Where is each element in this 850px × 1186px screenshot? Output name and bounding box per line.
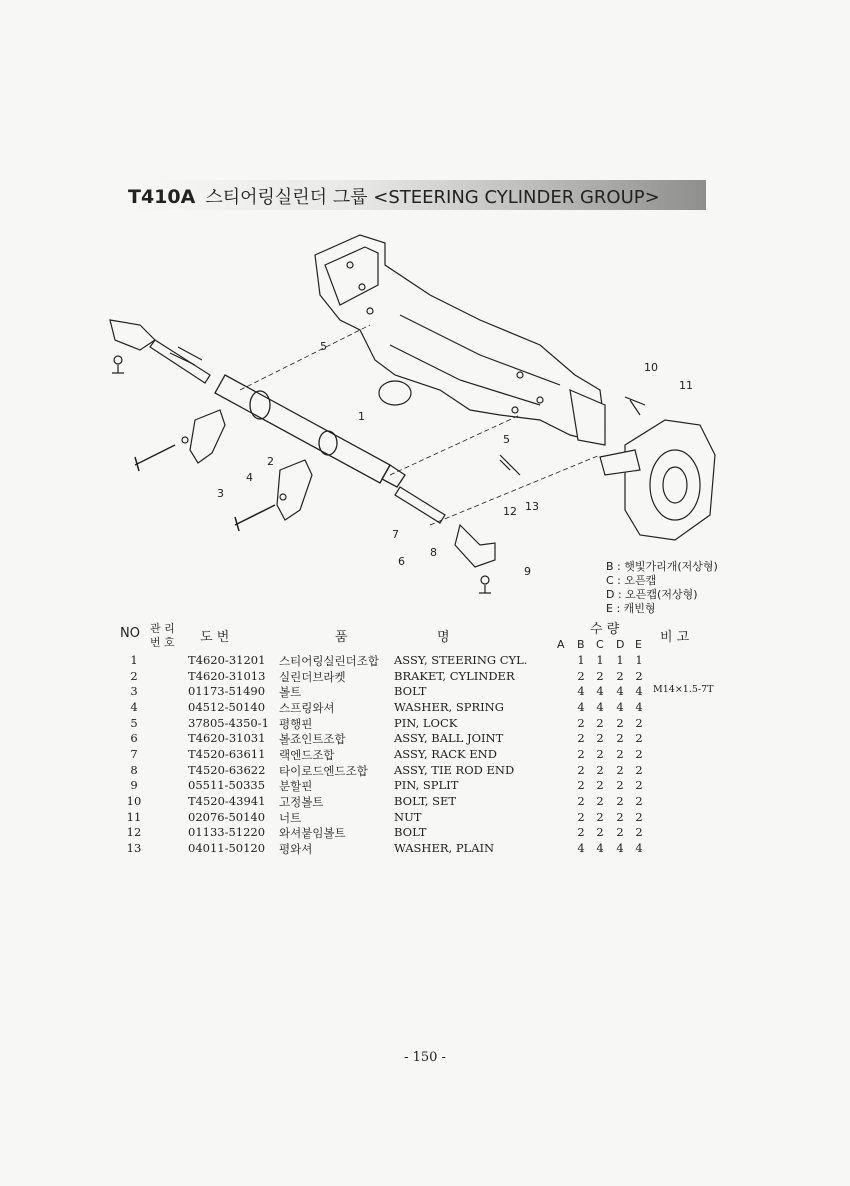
row-part-number: T4520-63611: [188, 746, 266, 761]
row-korean-name: 실린더브라켓: [279, 669, 346, 684]
header-desc-right: 명: [437, 630, 450, 645]
callout-13: 13: [525, 500, 539, 513]
row-qty: 2: [577, 746, 585, 761]
callout-10: 10: [644, 361, 658, 374]
page-number: - 150 -: [404, 1050, 446, 1065]
row-english-name: WASHER, SPRING: [394, 699, 504, 714]
row-korean-name: 타이로드엔드조합: [279, 763, 368, 778]
row-qty: 1: [635, 653, 643, 667]
row-no: 5: [130, 715, 138, 730]
row-qty: 2: [596, 668, 604, 683]
row-qty: 2: [635, 809, 643, 824]
callout-12: 12: [503, 505, 517, 518]
row-qty: 2: [635, 715, 643, 730]
row-qty: 2: [596, 793, 604, 808]
row-korean-name: 스프링와셔: [279, 700, 335, 715]
callout-9: 9: [524, 565, 531, 578]
row-korean-name: 랙엔드조합: [279, 747, 335, 762]
row-no: 6: [130, 731, 138, 746]
row-qty: 4: [635, 699, 643, 714]
row-qty: 2: [577, 809, 585, 824]
row-part-number: T4620-31013: [188, 668, 266, 683]
callout-7: 7: [392, 528, 399, 541]
row-qty: 2: [616, 668, 624, 683]
row-qty: 4: [616, 684, 624, 699]
group-name: 스티어링실린더 그룹 <STEERING CYLINDER GROUP>: [205, 187, 660, 208]
row-korean-name: 분할핀: [279, 779, 313, 794]
row-no: 12: [126, 825, 142, 840]
row-part-number: 04512-50140: [188, 699, 266, 714]
row-qty: 2: [635, 778, 643, 793]
row-korean-name: 평행핀: [279, 716, 313, 731]
row-qty: 2: [616, 746, 624, 761]
row-qty: 4: [596, 840, 604, 855]
row-qty: 2: [596, 731, 604, 746]
row-qty: 4: [616, 699, 624, 714]
row-part-number: T4620-31201: [188, 653, 266, 667]
header-remark: 비 고: [660, 630, 690, 645]
variant-legend: [606, 560, 718, 616]
legend-item: D : 오픈캡(저상형): [606, 588, 698, 601]
row-qty: 2: [635, 668, 643, 683]
row-english-name: ASSY, TIE ROD END: [394, 762, 515, 777]
row-korean-name: 볼트: [279, 685, 302, 700]
row-qty: 2: [596, 809, 604, 824]
legend-item: B : 햇빛가리개(저상형): [606, 560, 718, 573]
row-part-number: T4520-43941: [188, 793, 266, 808]
row-qty: 1: [616, 653, 624, 667]
row-part-number: 01173-51490: [188, 684, 266, 699]
header-qty: 수 량: [590, 622, 620, 637]
row-qty: 2: [596, 825, 604, 840]
row-qty: 2: [616, 778, 624, 793]
legend-item: C : 오픈캡: [606, 574, 657, 587]
row-qty: 2: [596, 762, 604, 777]
row-english-name: ASSY, BALL JOINT: [394, 731, 504, 746]
row-qty: 2: [635, 746, 643, 761]
legend-item: E : 캐빈형: [606, 602, 656, 615]
exploded-parts-diagram: [100, 225, 720, 605]
row-english-name: PIN, LOCK: [394, 715, 458, 730]
row-qty: 2: [616, 809, 624, 824]
header-qty-a: A: [557, 638, 565, 651]
left-tie-rod: [110, 320, 210, 383]
row-qty: 4: [635, 684, 643, 699]
callout-3: 3: [217, 487, 224, 500]
row-qty: 2: [635, 825, 643, 840]
row-remark: M14×1.5-7T: [653, 684, 714, 696]
row-english-name: BOLT: [394, 684, 427, 699]
callout-5a: 5: [320, 340, 327, 353]
row-qty: 4: [635, 840, 643, 855]
row-qty: 2: [596, 778, 604, 793]
row-no: 10: [126, 793, 142, 808]
row-korean-name: 와셔붙임볼트: [279, 826, 346, 841]
header-no: NO: [120, 626, 140, 641]
row-qty: 2: [596, 715, 604, 730]
row-qty: 4: [577, 840, 585, 855]
row-qty: 4: [616, 840, 624, 855]
row-qty: 2: [577, 731, 585, 746]
row-part-number: T4520-63622: [188, 762, 266, 777]
header-mgmt-bottom: 번 호: [150, 636, 175, 649]
row-qty: 2: [577, 793, 585, 808]
header-qty-d: D: [616, 638, 625, 651]
row-no: 4: [130, 699, 138, 714]
callout-11: 11: [679, 379, 693, 392]
row-no: 3: [130, 684, 138, 699]
row-qty: 2: [577, 715, 585, 730]
row-part-number: 02076-50140: [188, 809, 266, 824]
header-part-no: 도 번: [200, 630, 230, 645]
row-no: 9: [130, 778, 138, 793]
callout-2: 2: [267, 455, 274, 468]
row-english-name: WASHER, PLAIN: [394, 840, 495, 855]
row-part-number: 05511-50335: [188, 778, 266, 793]
row-part-number: 37805-4350-1: [188, 715, 269, 730]
row-korean-name: 스티어링실린더조합: [279, 654, 379, 668]
row-qty: 4: [596, 699, 604, 714]
row-no: 1: [130, 653, 138, 667]
row-english-name: BOLT, SET: [394, 793, 457, 808]
row-part-number: T4620-31031: [188, 731, 266, 746]
row-qty: 4: [577, 699, 585, 714]
row-qty: 2: [635, 793, 643, 808]
row-qty: 2: [577, 668, 585, 683]
row-qty: 2: [635, 731, 643, 746]
row-english-name: NUT: [394, 809, 422, 824]
row-part-number: 04011-50120: [188, 840, 266, 855]
row-part-number: 01133-51220: [188, 825, 266, 840]
row-qty: 2: [616, 715, 624, 730]
right-tie-rod: [395, 487, 495, 593]
row-qty: 2: [596, 746, 604, 761]
row-no: 8: [130, 762, 138, 777]
callout-5b: 5: [503, 433, 510, 446]
row-korean-name: 고정볼트: [279, 794, 324, 809]
row-qty: 2: [577, 778, 585, 793]
page-title: [128, 183, 660, 209]
row-no: 13: [126, 840, 142, 855]
row-qty: 2: [616, 731, 624, 746]
row-qty: 2: [616, 793, 624, 808]
steering-knuckle: [600, 420, 715, 540]
callout-4: 4: [246, 471, 253, 484]
row-qty: 2: [577, 825, 585, 840]
header-qty-c: C: [596, 638, 604, 651]
row-english-name: BOLT: [394, 825, 427, 840]
row-korean-name: 볼죠인트조합: [279, 732, 346, 747]
row-qty: 4: [596, 684, 604, 699]
row-korean-name: 평와셔: [279, 841, 313, 856]
row-qty: 1: [577, 653, 585, 667]
row-qty: 1: [596, 653, 604, 667]
header-qty-e: E: [635, 638, 642, 651]
row-korean-name: 너트: [279, 810, 302, 825]
header-desc-left: 품: [335, 630, 348, 645]
row-qty: 2: [616, 825, 624, 840]
row-no: 11: [126, 809, 142, 824]
row-no: 7: [130, 746, 138, 761]
row-qty: 2: [577, 762, 585, 777]
header-qty-b: B: [577, 638, 585, 651]
group-code: T410A: [128, 186, 196, 208]
header-mgmt-top: 관 리: [150, 622, 175, 635]
row-qty: 4: [577, 684, 585, 699]
callout-1: 1: [358, 410, 365, 423]
callout-6: 6: [398, 555, 405, 568]
callout-8: 8: [430, 546, 437, 559]
row-qty: 2: [616, 762, 624, 777]
row-qty: 2: [635, 762, 643, 777]
row-english-name: BRAKET, CYLINDER: [394, 668, 515, 683]
row-english-name: ASSY, STEERING CYL.: [394, 653, 528, 667]
row-no: 2: [130, 668, 138, 683]
row-english-name: PIN, SPLIT: [394, 778, 459, 793]
row-english-name: ASSY, RACK END: [394, 746, 497, 761]
